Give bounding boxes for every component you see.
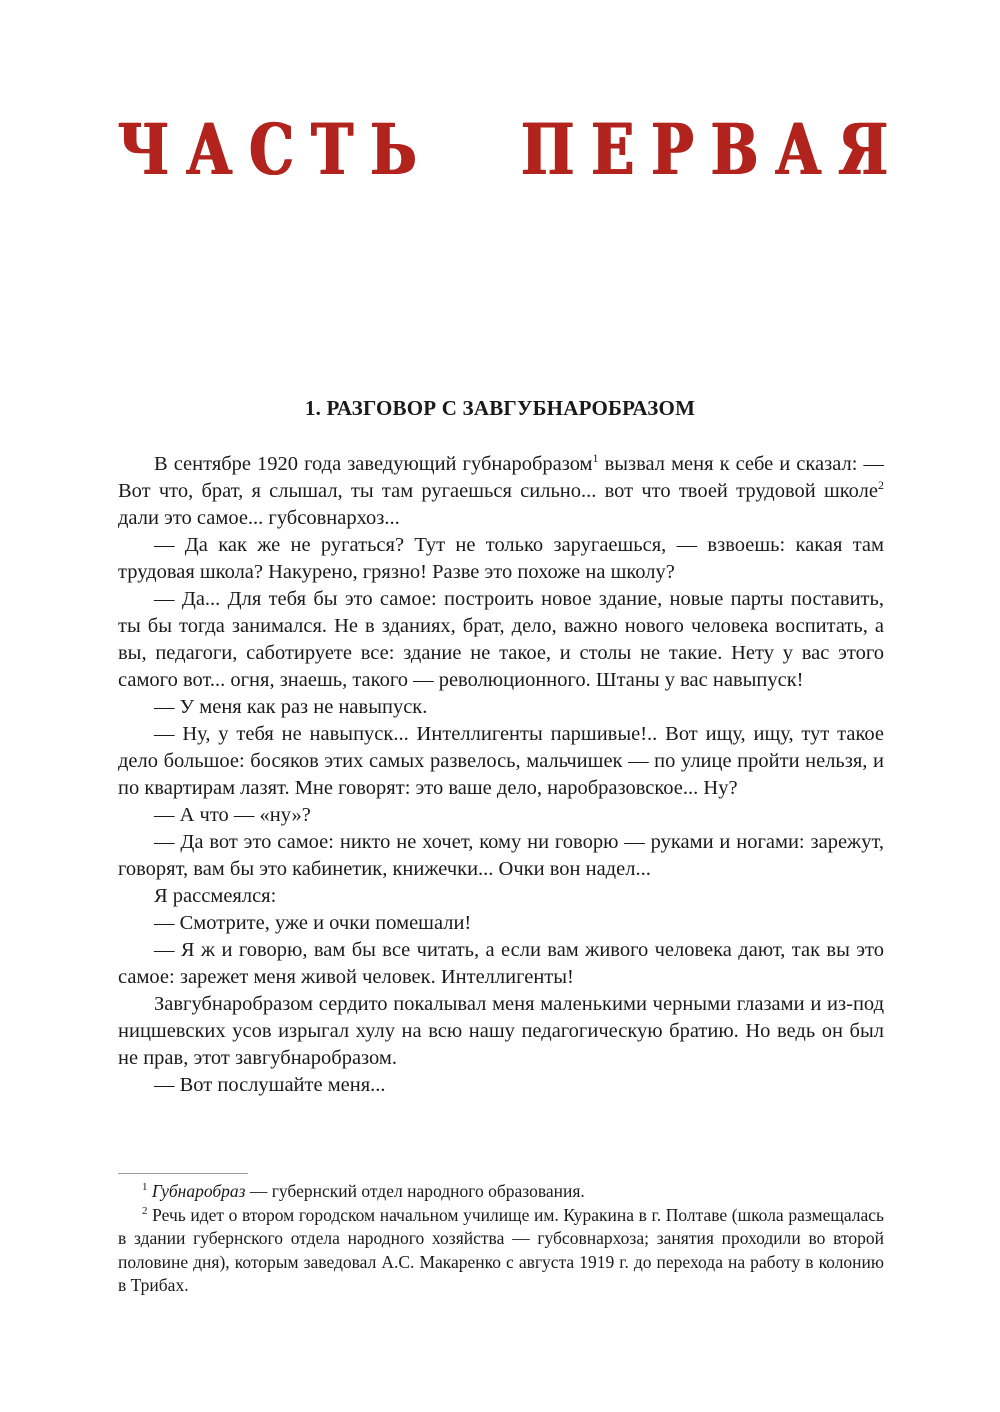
paragraph: — Вот послушайте меня... [154, 1074, 386, 1096]
paragraph: — Да как же не ругаться? Тут не только заругаешься, — взвоешь: какая там трудовая школа? Накурено, грязно! Разве это похоже на школу? [118, 534, 884, 583]
footnote-term: Губнаробраз [151, 1181, 246, 1201]
footnote-ref: 1 [592, 451, 599, 466]
part-title [118, 108, 888, 192]
body-text [118, 451, 884, 1099]
footnote-mark: 1 [142, 1181, 148, 1194]
part-title-letter: Я [838, 108, 888, 192]
paragraph: — Я ж и говорю, вам бы все читать, а если вам живого человека дают, так вы это самое: зарежет меня живой человек. Интеллигенты! [118, 939, 884, 988]
paragraph: — Да... Для тебя бы это самое: построить новое здание, новые парты поставить, ты бы тогда занимался. Не в зданиях, брат, дело, важно нового человека воспитать, а вы, педагоги, саботируете все: здание не такое, и столы не такие. Нету у вас этого самого вот... огня, знаешь, такого — революционного. Штаны у вас навыпуск! [118, 588, 884, 691]
paragraph: — У меня как раз не навыпуск. [154, 696, 428, 718]
part-title-letter: С [249, 108, 294, 192]
chapter-title: 1. РАЗГОВОР С ЗАВГУБНАРОБРАЗОМ [304, 396, 696, 420]
paragraph: — Ну, у тебя не навыпуск... Интеллигенты паршивые!.. Вот ищу, ищу, тут такое дело большое: босяков этих самых развелось, мальчишек — по улице пройти нельзя, и по квартирам лазят. Мне говорят: это ваше дело, наробразовское... Ну? [118, 723, 884, 799]
part-title-letter: Ч [118, 108, 170, 192]
part-title-letter: Ь [370, 108, 417, 192]
part-title-letter: Т [311, 108, 353, 192]
footnote-text: Речь идет о втором городском начальном училище им. Куракина в г. Полтаве (школа размещалась в здании губернского отдела народного хозяйства — губсовнархоза; занятия проходили во второй половине дня), которым заведовал А.С. Макаренко с августа 1919 г. до перехода на работу в колонию в Трибах. [118, 1204, 884, 1295]
part-title-letter: А [186, 108, 233, 192]
paragraph-text: вызвал меня к себе и сказал: — Вот что, брат, я слышал, ты там ругаешься сильно... вот что твоей трудовой школе [118, 453, 884, 502]
footnote-2 [118, 1204, 884, 1298]
part-title-letter: А [775, 108, 822, 192]
part-title-letter: Е [591, 108, 635, 192]
footnote-1 [118, 1180, 884, 1204]
paragraph: — Смотрите, уже и очки помешали! [154, 912, 472, 934]
paragraph: — Да вот это самое: никто не хочет, кому ни говорю — руками и ногами: зарежут, говорят, вам бы это кабинетик, книжечки... Очки вон надел... [118, 831, 884, 880]
paragraph [118, 451, 884, 532]
paragraph-text: дали это самое... губсовнархоз... [118, 507, 400, 529]
footnotes [118, 1180, 884, 1298]
footnote-text: — губернский отдел народного образования. [245, 1181, 585, 1201]
paragraph: Завгубнаробразом сердито покалывал меня маленькими черными глазами и из-под ницшевских усов изрыгал хулу на всю нашу педагогическую братию. Но ведь он был не прав, этот завгубнаробразом. [118, 993, 884, 1069]
part-title-letter: В [710, 108, 759, 192]
footnote-ref: 2 [878, 478, 884, 493]
part-title-letter: Р [651, 108, 694, 192]
paragraph: — А что — «ну»? [154, 804, 311, 826]
footnote-divider [118, 1173, 248, 1174]
paragraph-text: В сентябре 1920 года заведующий губнаробразом [154, 453, 593, 475]
paragraph: Я рассмеялся: [154, 885, 277, 907]
footnote-mark: 2 [142, 1204, 148, 1217]
part-title-letter: П [521, 108, 575, 192]
